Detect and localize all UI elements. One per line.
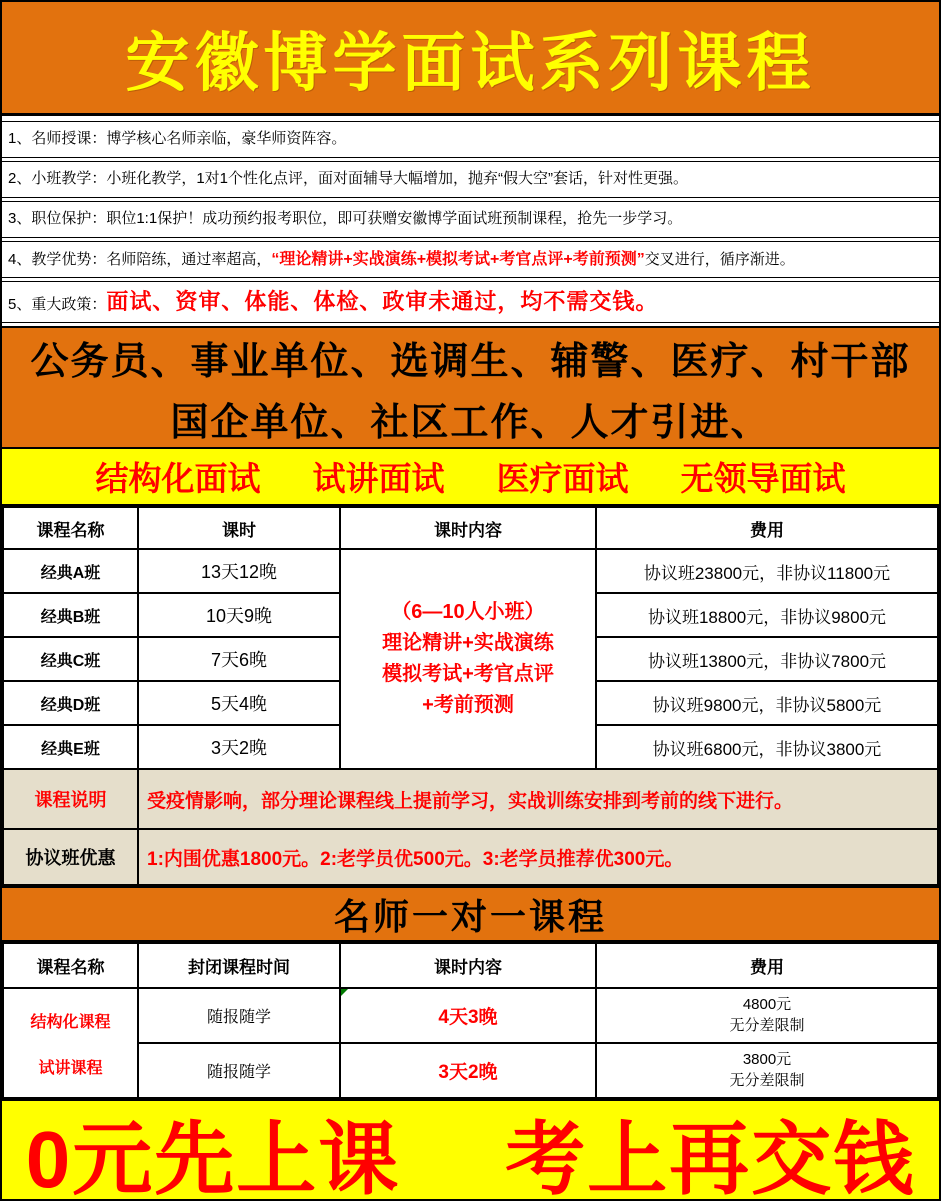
one-on-one-table: [2, 942, 939, 1099]
feature-text: [8, 250, 795, 270]
one-on-one-banner: [2, 886, 939, 942]
fee-condition: 无分差限制: [729, 1071, 805, 1089]
class-fee: 协议班6800元，非协议3800元: [596, 725, 938, 769]
note-label: 课程说明: [3, 769, 138, 829]
duration: 3天2晚: [438, 1062, 498, 1083]
course-content-line: （6—10人小班）: [391, 601, 545, 623]
feature-list: [2, 121, 939, 323]
column-header: 费用: [596, 943, 938, 988]
duration-cell: [340, 988, 596, 1043]
comment-marker-icon: [341, 989, 348, 996]
fee-cell: [596, 1043, 938, 1098]
audience-banner: [2, 326, 939, 449]
one-on-one-banner-title: 名师一对一课程: [333, 895, 607, 937]
duration: 4天3晚: [438, 1007, 498, 1028]
class-fee: 协议班23800元，非协议11800元: [596, 549, 938, 593]
one-on-one-course-names-cell: [3, 988, 138, 1098]
course-content-line: 模拟考试+考官点评: [382, 663, 554, 685]
audience-line-2: 国企单位、社区工作、人才引进、: [170, 401, 771, 444]
feature-text: 1、名师授课：博学核心名师亲临，豪华师资阵容。: [8, 130, 347, 148]
audience-line-1: 公务员、事业单位、选调生、辅警、医疗、村干部: [30, 340, 911, 383]
feature-text-prefix: 4、教学优势：名师陪练，通过率超高，: [8, 250, 272, 268]
class-name: 经典A班: [3, 549, 138, 593]
schedule: 随报随学: [138, 1043, 340, 1098]
note-text: 1:内围优惠1800元。2:老学员优500元。3:老学员推荐优300元。: [138, 829, 938, 885]
course-name: 试讲课程: [38, 1059, 103, 1077]
poster-title: 安徽博学面试系列课程: [125, 27, 816, 99]
column-header: 课时内容: [340, 507, 596, 549]
class-fee: 协议班13800元，非协议7800元: [596, 637, 938, 681]
feature-item-2: [2, 161, 939, 198]
fee-amount: 3800元: [742, 1051, 792, 1069]
feature-text-prefix: 5、重大政策：: [8, 296, 107, 314]
course-table-header-row: [3, 507, 938, 549]
class-name: 经典C班: [3, 637, 138, 681]
note-row-discounts: [3, 829, 938, 885]
feature-text: [8, 288, 658, 316]
class-fee: 协议班18800元，非协议9800元: [596, 593, 938, 637]
feature-item-1: [2, 121, 939, 158]
column-header: 费用: [596, 507, 938, 549]
feature-text-highlight: “理论精讲+实战演练+模拟考试+考官点评+考前预测”: [271, 250, 645, 268]
course-table: [2, 506, 939, 886]
feature-item-3: [2, 201, 939, 238]
footer-slogan-banner: [2, 1099, 939, 1201]
class-name: 经典B班: [3, 593, 138, 637]
class-name: 经典D班: [3, 681, 138, 725]
fee-amount: 4800元: [742, 996, 792, 1014]
column-header: 封闭课程时间: [138, 943, 340, 988]
class-duration: 10天9晚: [138, 593, 340, 637]
table-row: [3, 988, 938, 1043]
duration-cell: [340, 1043, 596, 1098]
table-row: [3, 1043, 938, 1098]
class-duration: 13天12晚: [138, 549, 340, 593]
feature-item-5: [2, 281, 939, 323]
interview-type: 试讲面试: [312, 460, 445, 497]
schedule: 随报随学: [138, 988, 340, 1043]
table-row: [3, 549, 938, 593]
interview-types-band: [2, 449, 939, 506]
feature-text-suffix: 交叉进行，循序渐进。: [644, 250, 795, 268]
feature-text: 3、职位保护：职位1:1保护！成功预约报考职位，即可获赠安徽博学面试班预制课程，抢先一步学习。: [8, 210, 683, 228]
interview-type: 结构化面试: [95, 460, 261, 497]
footer-slogan-right: 考上再交钱: [505, 1114, 916, 1201]
feature-text: 2、小班教学：小班化教学，1对1个性化点评，面对面辅导大幅增加，抛弃“假大空”套话，针对性更强。: [8, 170, 689, 188]
class-duration: 5天4晚: [138, 681, 340, 725]
poster-header: [2, 2, 939, 116]
column-header: 课时内容: [340, 943, 596, 988]
feature-item-4: [2, 241, 939, 278]
class-duration: 3天2晚: [138, 725, 340, 769]
class-name: 经典E班: [3, 725, 138, 769]
course-content-line: +考前预测: [422, 694, 514, 716]
footer-slogan-left: 0元先上课: [25, 1114, 401, 1201]
column-header: 课时: [138, 507, 340, 549]
course-content-line: 理论精讲+实战演练: [382, 632, 554, 654]
note-row-course-description: [3, 769, 938, 829]
fee-cell: [596, 988, 938, 1043]
interview-type: 医疗面试: [496, 460, 629, 497]
feature-text-highlight: 面试、资审、体能、体检、政审未通过，均不需交钱。: [106, 289, 659, 315]
one-on-one-header-row: [3, 943, 938, 988]
one-on-one-course-names: [8, 993, 133, 1093]
class-fee: 协议班9800元，非协议5800元: [596, 681, 938, 725]
note-text: 受疫情影响，部分理论课程线上提前学习，实战训练安排到考前的线下进行。: [138, 769, 938, 829]
course-name: 结构化课程: [30, 1013, 111, 1031]
interview-type: 无领导面试: [680, 460, 846, 497]
column-header: 课程名称: [3, 943, 138, 988]
course-content-merged-cell: [340, 549, 596, 769]
class-duration: 7天6晚: [138, 637, 340, 681]
column-header: 课程名称: [3, 507, 138, 549]
fee-condition: 无分差限制: [729, 1016, 805, 1034]
note-label: 协议班优惠: [3, 829, 138, 885]
